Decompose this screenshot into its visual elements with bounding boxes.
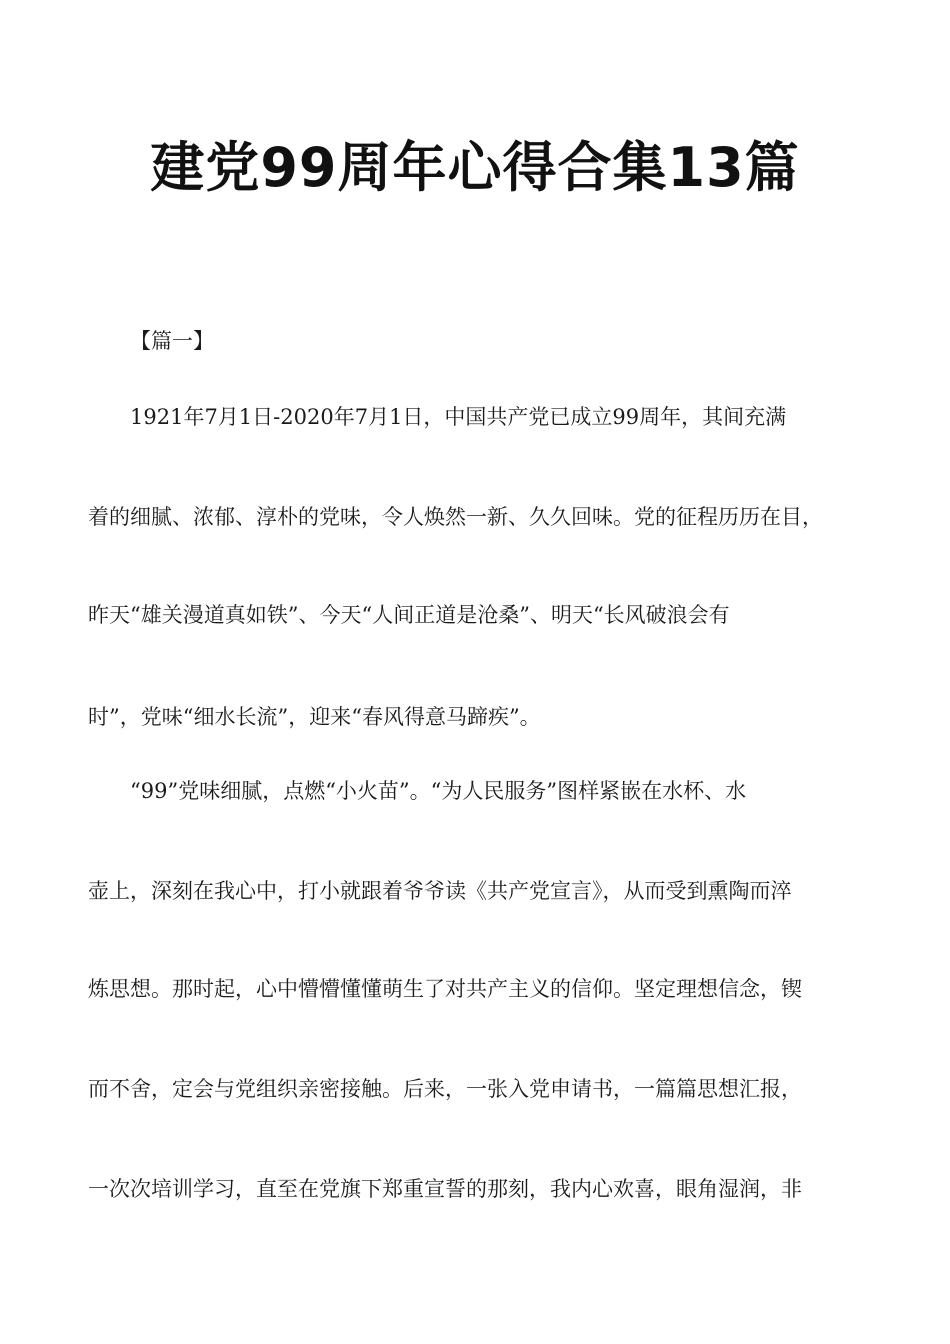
- paragraph-line: “99”党味细腻，点燃“小火苗”。“为人民服务”图样紧嵌在水杯、水: [130, 779, 747, 803]
- paragraph-line: 昨天“雄关漫道真如铁”、今天“人间正道是沧桑”、明天“长风破浪会有: [88, 603, 730, 627]
- paragraph-line: 着的细腻、浓郁、淳朴的党味，令人焕然一新、久久回味。党的征程历历在目，: [88, 505, 823, 529]
- document-title: 建党99周年心得合集13篇: [150, 136, 800, 199]
- paragraph-line: 1921年7月1日-2020年7月1日，中国共产党已成立99周年，其间充满: [130, 405, 787, 429]
- paragraph-line: 炼思想。那时起，心中懵懵懂懂萌生了对共产主义的信仰。坚定理想信念，锲: [88, 977, 802, 1001]
- paragraph-line: 一次次培训学习，直至在党旗下郑重宣誓的那刻，我内心欢喜，眼角湿润，非: [88, 1177, 802, 1201]
- paragraph-line: 时”，党味“细水长流”，迎来“春风得意马蹄疾”。: [88, 705, 541, 729]
- section-label: 【篇一】: [130, 329, 214, 353]
- paragraph-line: 而不舍，定会与党组织亲密接触。后来，一张入党申请书，一篇篇思想汇报，: [88, 1077, 802, 1101]
- paragraph-line: 壶上，深刻在我心中，打小就跟着爷爷读《共产党宣言》，从而受到熏陶而淬: [88, 879, 792, 903]
